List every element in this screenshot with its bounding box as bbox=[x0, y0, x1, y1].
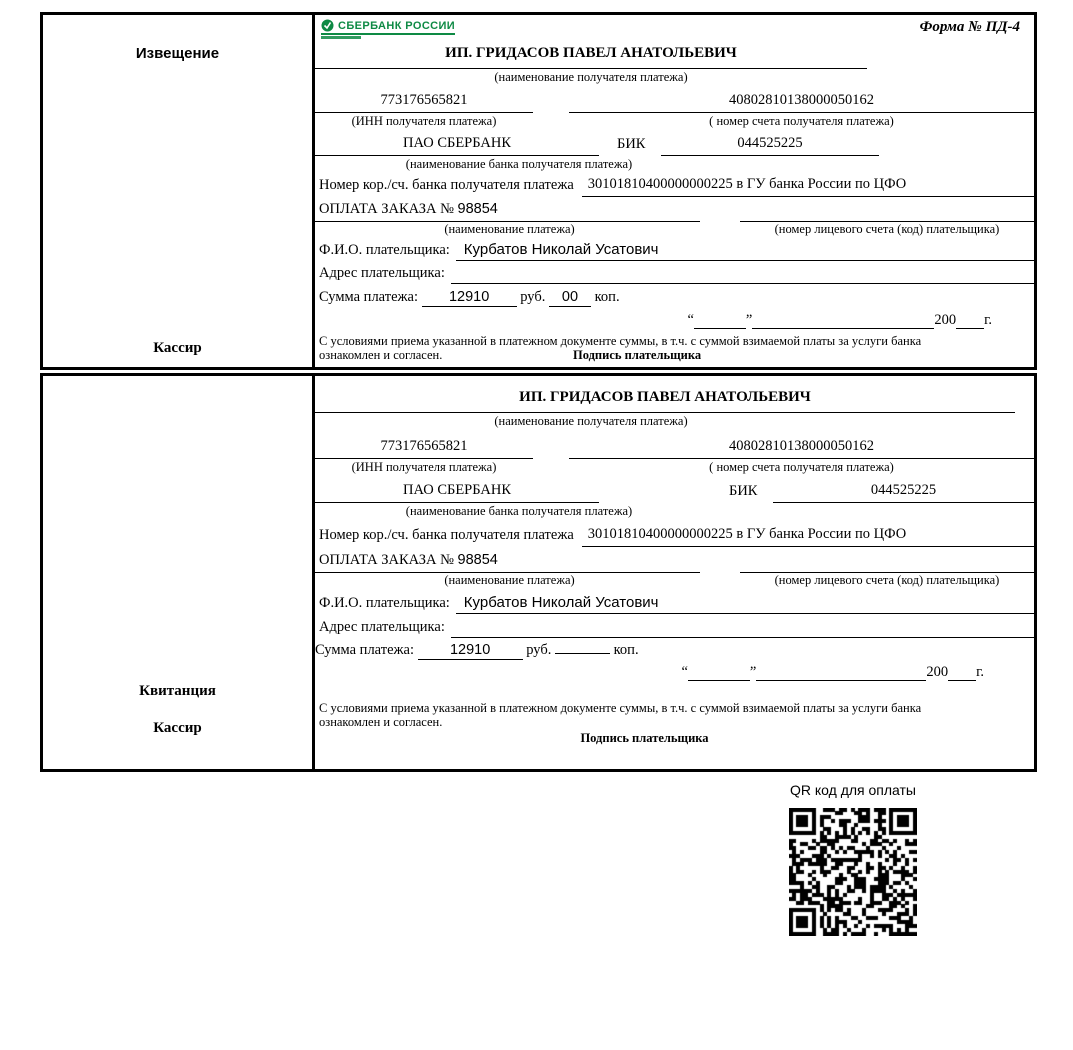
sberbank-icon bbox=[321, 19, 334, 32]
rub-label: руб. bbox=[520, 289, 546, 305]
sberbank-logo bbox=[321, 19, 455, 39]
receipt-section bbox=[40, 373, 1037, 772]
payment-purpose-label: ОПЛАТА ЗАКАЗА № bbox=[319, 201, 454, 217]
terms-line2: ознакомлен и согласен. bbox=[319, 348, 443, 362]
recipient-name: ИП. ГРИДАСОВ ПАВЕЛ АНАТОЛЬЕВИЧ bbox=[315, 388, 1015, 413]
account-value: 40802810138000050162 bbox=[569, 437, 1034, 459]
bik-value: 044525225 bbox=[661, 134, 879, 156]
inn-value: 773176565821 bbox=[315, 437, 533, 459]
corr-account-label: Номер кор./сч. банка получателя платежа bbox=[319, 527, 574, 543]
payer-fio-label: Ф.И.О. плательщика: bbox=[319, 595, 450, 611]
amount-kop bbox=[555, 653, 610, 654]
payment-hint: (наименование платежа) bbox=[444, 222, 575, 236]
payer-name: Курбатов Николай Усатович bbox=[456, 593, 1034, 614]
sberbank-tagline bbox=[321, 36, 361, 39]
receipt-left-column bbox=[43, 376, 315, 769]
close-quote: ” bbox=[749, 664, 757, 680]
amount-rub: 12910 bbox=[422, 288, 517, 307]
section-title: Квитанция bbox=[139, 683, 216, 699]
terms-line2: ознакомлен и согласен. bbox=[319, 715, 443, 729]
bank-name: ПАО СБЕРБАНК bbox=[315, 481, 599, 503]
payer-address-field bbox=[451, 636, 1034, 638]
open-quote: “ bbox=[687, 312, 694, 328]
order-number: 98854 bbox=[457, 552, 498, 568]
terms-line1: С условиями приема указанной в платежном документе суммы, в т.ч. с суммой взимаемой платы за услуги банка bbox=[319, 334, 922, 348]
date-year-field bbox=[956, 315, 984, 329]
payer-fio-label: Ф.И.О. плательщика: bbox=[319, 242, 450, 258]
account-hint: ( номер счета получателя платежа) bbox=[709, 460, 894, 474]
order-number: 98854 bbox=[457, 201, 498, 217]
payment-purpose bbox=[315, 551, 700, 573]
close-quote: ” bbox=[745, 312, 753, 328]
bik-label: БИК bbox=[617, 136, 646, 152]
terms-line1: С условиями приема указанной в платежном документе суммы, в т.ч. с суммой взимаемой платы за услуги банка bbox=[319, 701, 922, 715]
personal-account-hint: (номер лицевого счета (код) плательщика) bbox=[774, 573, 1000, 587]
payer-address-field bbox=[451, 282, 1034, 284]
account-hint: ( номер счета получателя платежа) bbox=[709, 114, 894, 128]
payer-address-label: Адрес плательщика: bbox=[319, 619, 445, 635]
date-month-field bbox=[756, 667, 926, 681]
amount-kop: 00 bbox=[549, 288, 591, 307]
date-line bbox=[315, 311, 1034, 329]
date-line bbox=[315, 663, 1034, 681]
personal-account-hint: (номер лицевого счета (код) плательщика) bbox=[774, 222, 1000, 236]
cashier-label: Кассир bbox=[153, 340, 202, 356]
inn-value: 773176565821 bbox=[315, 91, 533, 113]
corr-account-value: 30101810400000000225 в ГУ банка России по ЦФО bbox=[582, 175, 1034, 197]
inn-hint: (ИНН получателя платежа) bbox=[351, 114, 497, 128]
amount-rub: 12910 bbox=[418, 641, 523, 660]
inn-hint: (ИНН получателя платежа) bbox=[351, 460, 497, 474]
kop-label: коп. bbox=[594, 289, 620, 305]
receipt-body bbox=[315, 376, 1034, 769]
signature-label: Подпись плательщика bbox=[580, 731, 709, 745]
payer-address-label: Адрес плательщика: bbox=[319, 265, 445, 281]
open-quote: “ bbox=[681, 664, 688, 680]
bik-label: БИК bbox=[729, 483, 758, 499]
notice-body bbox=[315, 15, 1034, 367]
recipient-name: ИП. ГРИДАСОВ ПАВЕЛ АНАТОЛЬЕВИЧ bbox=[315, 44, 867, 69]
rub-label: руб. bbox=[526, 642, 552, 658]
notice-left-column bbox=[43, 15, 315, 367]
terms-text bbox=[319, 701, 1034, 729]
corr-account-label: Номер кор./сч. банка получателя платежа bbox=[319, 177, 574, 193]
year-suffix: г. bbox=[984, 312, 992, 328]
qr-code bbox=[789, 808, 917, 936]
section-title: Извещение bbox=[135, 45, 220, 62]
sum-label: Сумма платежа: bbox=[315, 642, 414, 658]
bank-name: ПАО СБЕРБАНК bbox=[315, 134, 599, 156]
qr-code-label: QR код для оплаты bbox=[789, 782, 916, 798]
account-value: 40802810138000050162 bbox=[569, 91, 1034, 113]
recipient-hint: (наименование получателя платежа) bbox=[494, 70, 688, 84]
sum-label: Сумма платежа: bbox=[319, 289, 418, 305]
date-year-field bbox=[948, 667, 976, 681]
year-prefix: 200 bbox=[934, 312, 957, 328]
recipient-hint: (наименование получателя платежа) bbox=[494, 414, 688, 428]
cashier-label: Кассир bbox=[153, 720, 202, 736]
date-day-field bbox=[694, 315, 746, 329]
payment-purpose bbox=[315, 200, 700, 222]
payment-hint: (наименование платежа) bbox=[444, 573, 575, 587]
payment-purpose-label: ОПЛАТА ЗАКАЗА № bbox=[319, 552, 454, 568]
notice-section bbox=[40, 12, 1037, 370]
year-prefix: 200 bbox=[926, 664, 949, 680]
year-suffix: г. bbox=[976, 664, 984, 680]
payer-name: Курбатов Николай Усатович bbox=[456, 240, 1034, 261]
signature-label: Подпись плательщика bbox=[573, 348, 702, 362]
sberbank-logo-text: СБЕРБАНК РОССИИ bbox=[338, 19, 456, 32]
date-month-field bbox=[752, 315, 934, 329]
corr-account-value: 30101810400000000225 в ГУ банка России по ЦФО bbox=[582, 525, 1034, 547]
form-number: Форма № ПД-4 bbox=[919, 19, 1020, 35]
bank-hint: (наименование банка получателя платежа) bbox=[405, 504, 633, 518]
bik-value: 044525225 bbox=[773, 481, 1034, 503]
terms-text bbox=[319, 334, 1034, 362]
bank-hint: (наименование банка получателя платежа) bbox=[405, 157, 633, 171]
kop-label: коп. bbox=[613, 642, 639, 658]
date-day-field bbox=[688, 667, 750, 681]
